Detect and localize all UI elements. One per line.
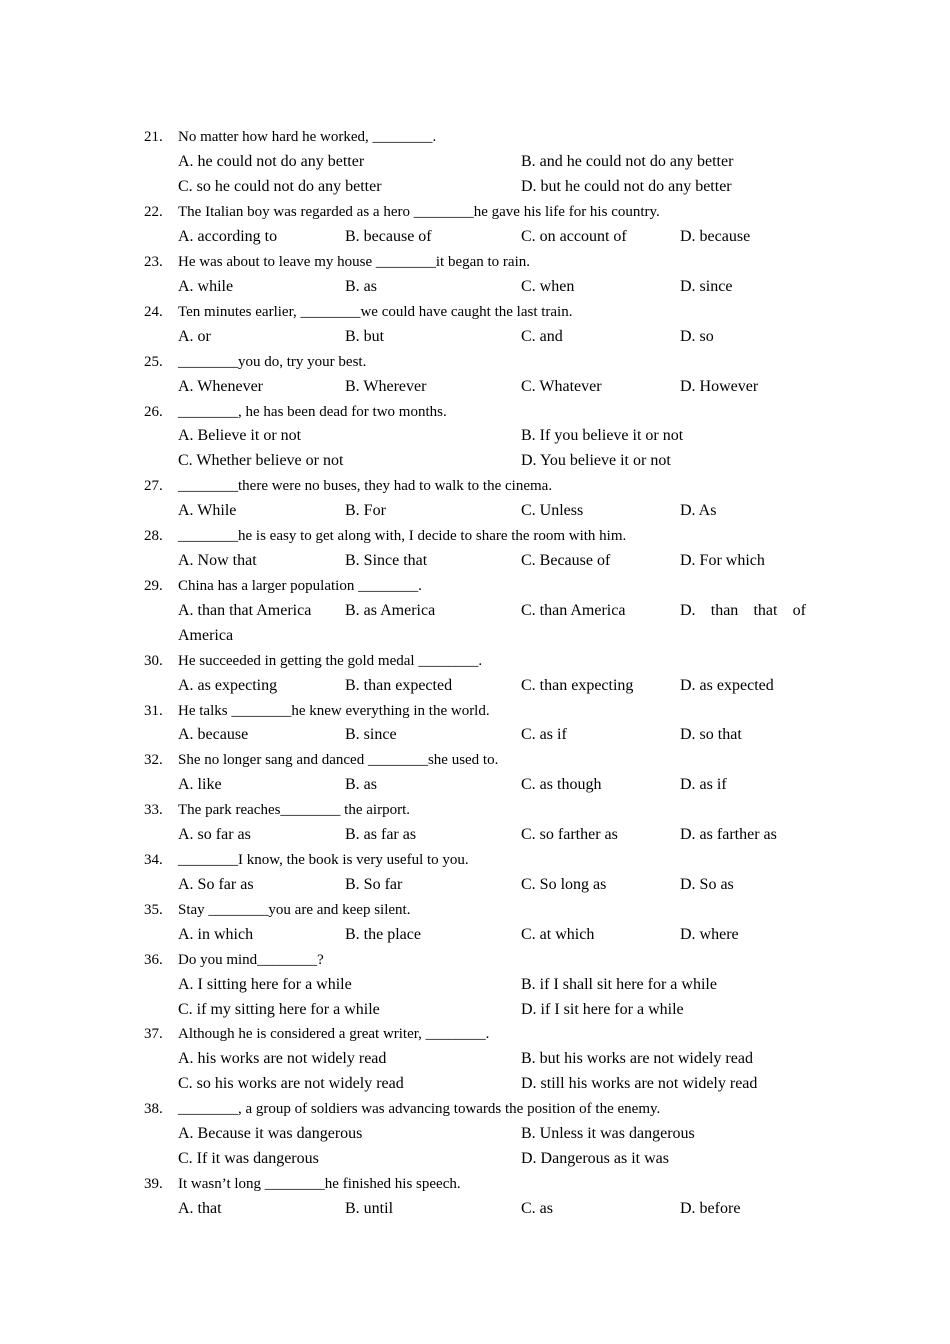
option-d: D. still his works are not widely read bbox=[521, 1075, 758, 1092]
option-d bbox=[680, 600, 806, 622]
option-c: C. if my sitting here for a while bbox=[178, 1001, 380, 1018]
option-d: D. because bbox=[680, 228, 751, 245]
question-number: 24. bbox=[144, 304, 163, 320]
option-d: D. However bbox=[680, 378, 759, 395]
option-d-continuation: America bbox=[178, 627, 234, 644]
question-stem: No matter how hard he worked, ________. bbox=[178, 129, 437, 145]
question-30 bbox=[0, 650, 950, 675]
question-31 bbox=[0, 700, 950, 725]
question-28 bbox=[0, 525, 950, 550]
question-36 bbox=[0, 949, 950, 974]
question-25 bbox=[0, 351, 950, 376]
option-b: B. if I shall sit here for a while bbox=[521, 976, 717, 993]
option-a: A. in which bbox=[178, 926, 254, 943]
option-c: C. than expecting bbox=[521, 677, 634, 694]
option-d-word: of bbox=[792, 602, 806, 619]
option-b: B. because of bbox=[345, 228, 432, 245]
question-32 bbox=[0, 749, 950, 774]
question-27 bbox=[0, 475, 950, 500]
option-a: A. like bbox=[178, 776, 222, 793]
option-d: D. since bbox=[680, 278, 733, 295]
option-d: D. As bbox=[680, 502, 717, 519]
question-number: 21. bbox=[144, 129, 163, 145]
option-c: C. so he could not do any better bbox=[178, 178, 382, 195]
option-c: C. as bbox=[521, 1200, 553, 1217]
question-38 bbox=[0, 1098, 950, 1123]
question-number: 36. bbox=[144, 952, 163, 968]
option-b: B. Wherever bbox=[345, 378, 427, 395]
question-39 bbox=[0, 1173, 950, 1198]
option-a: A. Because it was dangerous bbox=[178, 1125, 363, 1142]
option-a: A. because bbox=[178, 726, 249, 743]
question-number: 25. bbox=[144, 354, 163, 370]
question-stem: He succeeded in getting the gold medal ________. bbox=[178, 653, 483, 669]
option-a: A. or bbox=[178, 328, 211, 345]
question-23 bbox=[0, 251, 950, 276]
option-a: A. So far as bbox=[178, 876, 254, 893]
option-d: D. so bbox=[680, 328, 714, 345]
option-d: D. as if bbox=[680, 776, 727, 793]
question-number: 26. bbox=[144, 404, 163, 420]
question-29 bbox=[0, 575, 950, 600]
question-number: 32. bbox=[144, 752, 163, 768]
question-number: 33. bbox=[144, 802, 163, 818]
option-d: D. but he could not do any better bbox=[521, 178, 732, 195]
option-d: D. Dangerous as it was bbox=[521, 1150, 669, 1167]
question-stem: Stay ________you are and keep silent. bbox=[178, 902, 411, 918]
question-stem: She no longer sang and danced ________she used to. bbox=[178, 752, 499, 768]
option-b: B. If you believe it or not bbox=[521, 427, 684, 444]
question-21 bbox=[0, 126, 950, 151]
option-a: A. while bbox=[178, 278, 234, 295]
option-c: C. and bbox=[521, 328, 563, 345]
question-number: 22. bbox=[144, 204, 163, 220]
question-number: 37. bbox=[144, 1026, 163, 1042]
option-b: B. So far bbox=[345, 876, 403, 893]
option-d-letter: D. bbox=[680, 602, 696, 619]
option-d: D. You believe it or not bbox=[521, 452, 671, 469]
question-stem: ________you do, try your best. bbox=[178, 354, 367, 370]
option-a: A. as expecting bbox=[178, 677, 278, 694]
question-number: 29. bbox=[144, 578, 163, 594]
option-b: B. Since that bbox=[345, 552, 428, 569]
option-a: A. that bbox=[178, 1200, 222, 1217]
option-b: B. and he could not do any better bbox=[521, 153, 734, 170]
question-24 bbox=[0, 301, 950, 326]
question-stem: The Italian boy was regarded as a hero ________he gave his life for his country. bbox=[178, 204, 660, 220]
option-c: C. Because of bbox=[521, 552, 611, 569]
question-stem: ________there were no buses, they had to walk to the cinema. bbox=[178, 478, 553, 494]
option-d: D. so that bbox=[680, 726, 742, 743]
question-stem: Although he is considered a great writer, ________. bbox=[178, 1026, 490, 1042]
option-c: C. when bbox=[521, 278, 575, 295]
option-d-word: that bbox=[753, 602, 778, 619]
option-c: C. as if bbox=[521, 726, 567, 743]
option-c: C. Whether believe or not bbox=[178, 452, 344, 469]
question-stem: China has a larger population ________. bbox=[178, 578, 422, 594]
option-b: B. the place bbox=[345, 926, 421, 943]
option-d: D. So as bbox=[680, 876, 734, 893]
option-c: C. as though bbox=[521, 776, 602, 793]
option-a: A. I sitting here for a while bbox=[178, 976, 352, 993]
option-a: A. according to bbox=[178, 228, 278, 245]
question-number: 34. bbox=[144, 852, 163, 868]
question-number: 38. bbox=[144, 1101, 163, 1117]
question-stem: He talks ________he knew everything in the world. bbox=[178, 703, 490, 719]
option-b: B. as bbox=[345, 278, 377, 295]
question-number: 30. bbox=[144, 653, 163, 669]
question-stem: ________I know, the book is very useful to you. bbox=[178, 852, 469, 868]
option-d: D. as farther as bbox=[680, 826, 777, 843]
question-26 bbox=[0, 401, 950, 426]
option-c: C. so his works are not widely read bbox=[178, 1075, 404, 1092]
question-37 bbox=[0, 1023, 950, 1048]
question-number: 23. bbox=[144, 254, 163, 270]
option-c: C. Unless bbox=[521, 502, 584, 519]
question-number: 28. bbox=[144, 528, 163, 544]
option-b: B. as America bbox=[345, 602, 436, 619]
option-c: C. at which bbox=[521, 926, 595, 943]
option-b: B. Unless it was dangerous bbox=[521, 1125, 695, 1142]
question-stem: He was about to leave my house ________it began to rain. bbox=[178, 254, 531, 270]
question-22 bbox=[0, 201, 950, 226]
option-c: C. on account of bbox=[521, 228, 627, 245]
option-b: B. as bbox=[345, 776, 377, 793]
option-a: A. his works are not widely read bbox=[178, 1050, 387, 1067]
question-stem: It wasn’t long ________he finished his speech. bbox=[178, 1176, 461, 1192]
option-c: C. Whatever bbox=[521, 378, 602, 395]
question-number: 39. bbox=[144, 1176, 163, 1192]
option-a: A. Now that bbox=[178, 552, 257, 569]
question-stem: Do you mind________? bbox=[178, 952, 324, 968]
option-b: B. For bbox=[345, 502, 386, 519]
option-b: B. as far as bbox=[345, 826, 417, 843]
question-number: 27. bbox=[144, 478, 163, 494]
question-34 bbox=[0, 849, 950, 874]
option-b: B. since bbox=[345, 726, 397, 743]
option-a: A. Whenever bbox=[178, 378, 263, 395]
option-a: A. he could not do any better bbox=[178, 153, 365, 170]
option-d: D. as expected bbox=[680, 677, 774, 694]
option-d-word: than bbox=[710, 602, 739, 619]
question-stem: Ten minutes earlier, ________we could have caught the last train. bbox=[178, 304, 573, 320]
question-stem: ________, he has been dead for two months. bbox=[178, 404, 447, 420]
option-c: C. than America bbox=[521, 602, 626, 619]
question-33 bbox=[0, 799, 950, 824]
option-a: A. While bbox=[178, 502, 237, 519]
question-35 bbox=[0, 899, 950, 924]
option-a: A. so far as bbox=[178, 826, 251, 843]
question-stem: ________he is easy to get along with, I decide to share the room with him. bbox=[178, 528, 627, 544]
option-d: D. if I sit here for a while bbox=[521, 1001, 684, 1018]
question-stem: The park reaches________ the airport. bbox=[178, 802, 410, 818]
option-b: B. than expected bbox=[345, 677, 453, 694]
question-number: 35. bbox=[144, 902, 163, 918]
option-d: D. where bbox=[680, 926, 739, 943]
option-b: B. until bbox=[345, 1200, 394, 1217]
question-number: 31. bbox=[144, 703, 163, 719]
option-c: C. If it was dangerous bbox=[178, 1150, 319, 1167]
option-c: C. So long as bbox=[521, 876, 607, 893]
question-stem: ________, a group of soldiers was advancing towards the position of the enemy. bbox=[178, 1101, 661, 1117]
option-d: D. For which bbox=[680, 552, 765, 569]
option-b: B. but his works are not widely read bbox=[521, 1050, 753, 1067]
option-b: B. but bbox=[345, 328, 385, 345]
option-d: D. before bbox=[680, 1200, 741, 1217]
option-c: C. so farther as bbox=[521, 826, 618, 843]
option-a: A. Believe it or not bbox=[178, 427, 302, 444]
option-a: A. than that America bbox=[178, 602, 312, 619]
